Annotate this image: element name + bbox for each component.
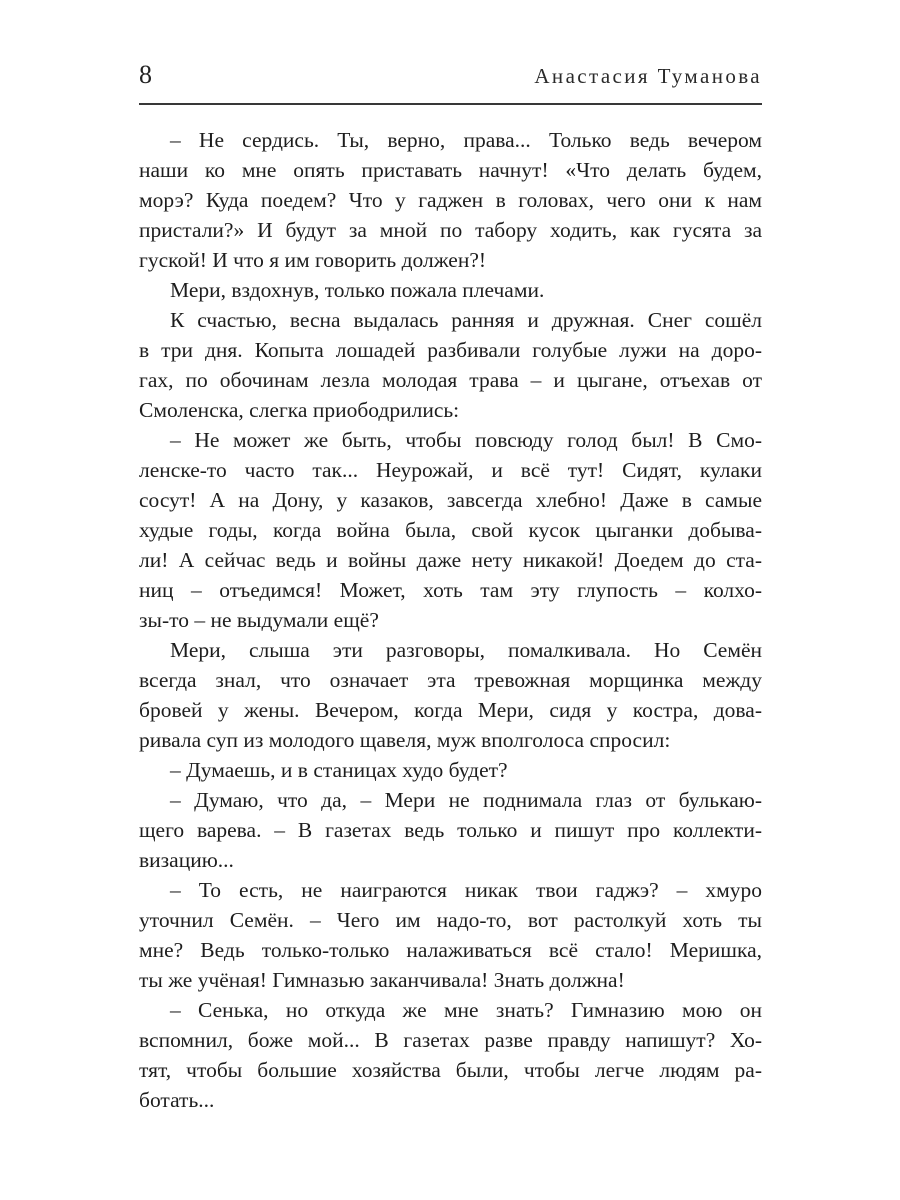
text-line: – Думаешь, и в станицах худо будет? <box>170 758 508 782</box>
text-line: зы-то – не выдумали ещё? <box>139 608 379 632</box>
text-line: ленске-то часто так... Неурожай, и всё тут! Сидят, кулаки <box>139 458 762 482</box>
text-line: морэ? Куда поедем? Что у гаджен в головах, чего они к нам <box>139 188 762 212</box>
body-text <box>139 125 762 1115</box>
text-line: Мери, слыша эти разговоры, помалкивала. Но Семён <box>170 638 762 662</box>
text-line: ривала суп из молодого щавеля, муж вполголоса спросил: <box>139 728 671 752</box>
text-line: уточнил Семён. – Чего им надо-то, вот растолкуй хоть ты <box>139 908 762 932</box>
text-line: ли! А сейчас ведь и войны даже нету никакой! Доедем до ста- <box>139 548 762 572</box>
text-line: бровей у жены. Вечером, когда Мери, сидя у костра, дова- <box>139 698 762 722</box>
text-line: гах, по обочинам лезла молодая трава – и цыгане, отъехав от <box>139 368 762 392</box>
running-head-author: Анастасия Туманова <box>534 64 762 88</box>
text-line: – Не может же быть, чтобы повсюду голод был! В Смо- <box>170 428 762 452</box>
text-line: всегда знал, что означает эта тревожная морщинка между <box>139 668 762 692</box>
text-line: Смоленска, слегка приободрились: <box>139 398 460 422</box>
text-line: – Не сердись. Ты, верно, права... Только ведь вечером <box>170 128 762 152</box>
text-line: тят, чтобы большие хозяйства были, чтобы легче людям ра- <box>139 1058 762 1082</box>
text-line: мне? Ведь только-только налаживаться всё стало! Меришка, <box>139 938 762 962</box>
text-line: визацию... <box>139 848 234 872</box>
text-line: ниц – отъедимся! Может, хоть там эту глупость – колхо- <box>139 578 762 602</box>
text-line: худые годы, когда война была, свой кусок цыганки добыва- <box>139 518 762 542</box>
text-line: гуской! И что я им говорить должен?! <box>139 248 487 272</box>
text-line: пристали?» И будут за мной по табору ходить, как гусята за <box>139 218 762 242</box>
text-line: Мери, вздохнув, только пожала плечами. <box>170 278 545 302</box>
header-rule <box>139 103 762 105</box>
text-line: в три дня. Копыта лошадей разбивали голубые лужи на доро- <box>139 338 762 362</box>
text-line: – Сенька, но откуда же мне знать? Гимназию мою он <box>170 998 762 1022</box>
text-line: – Думаю, что да, – Мери не поднимала глаз от булькаю- <box>170 788 762 812</box>
text-line: ботать... <box>139 1088 215 1112</box>
text-line: ты же учёная! Гимназью заканчивала! Знать должна! <box>139 968 625 992</box>
page-header <box>139 60 762 98</box>
text-line: сосут! А на Дону, у казаков, завсегда хлебно! Даже в самые <box>139 488 762 512</box>
text-line: наши ко мне опять приставать начнут! «Что делать будем, <box>139 158 762 182</box>
page-number: 8 <box>139 60 152 89</box>
text-line: К счастью, весна выдалась ранняя и дружная. Снег сошёл <box>170 308 762 332</box>
text-line: щего варева. – В газетах ведь только и пишут про коллекти- <box>139 818 762 842</box>
text-line: – То есть, не наиграются никак твои гаджэ? – хмуро <box>170 878 762 902</box>
text-line: вспомнил, боже мой... В газетах разве правду напишут? Хо- <box>139 1028 762 1052</box>
